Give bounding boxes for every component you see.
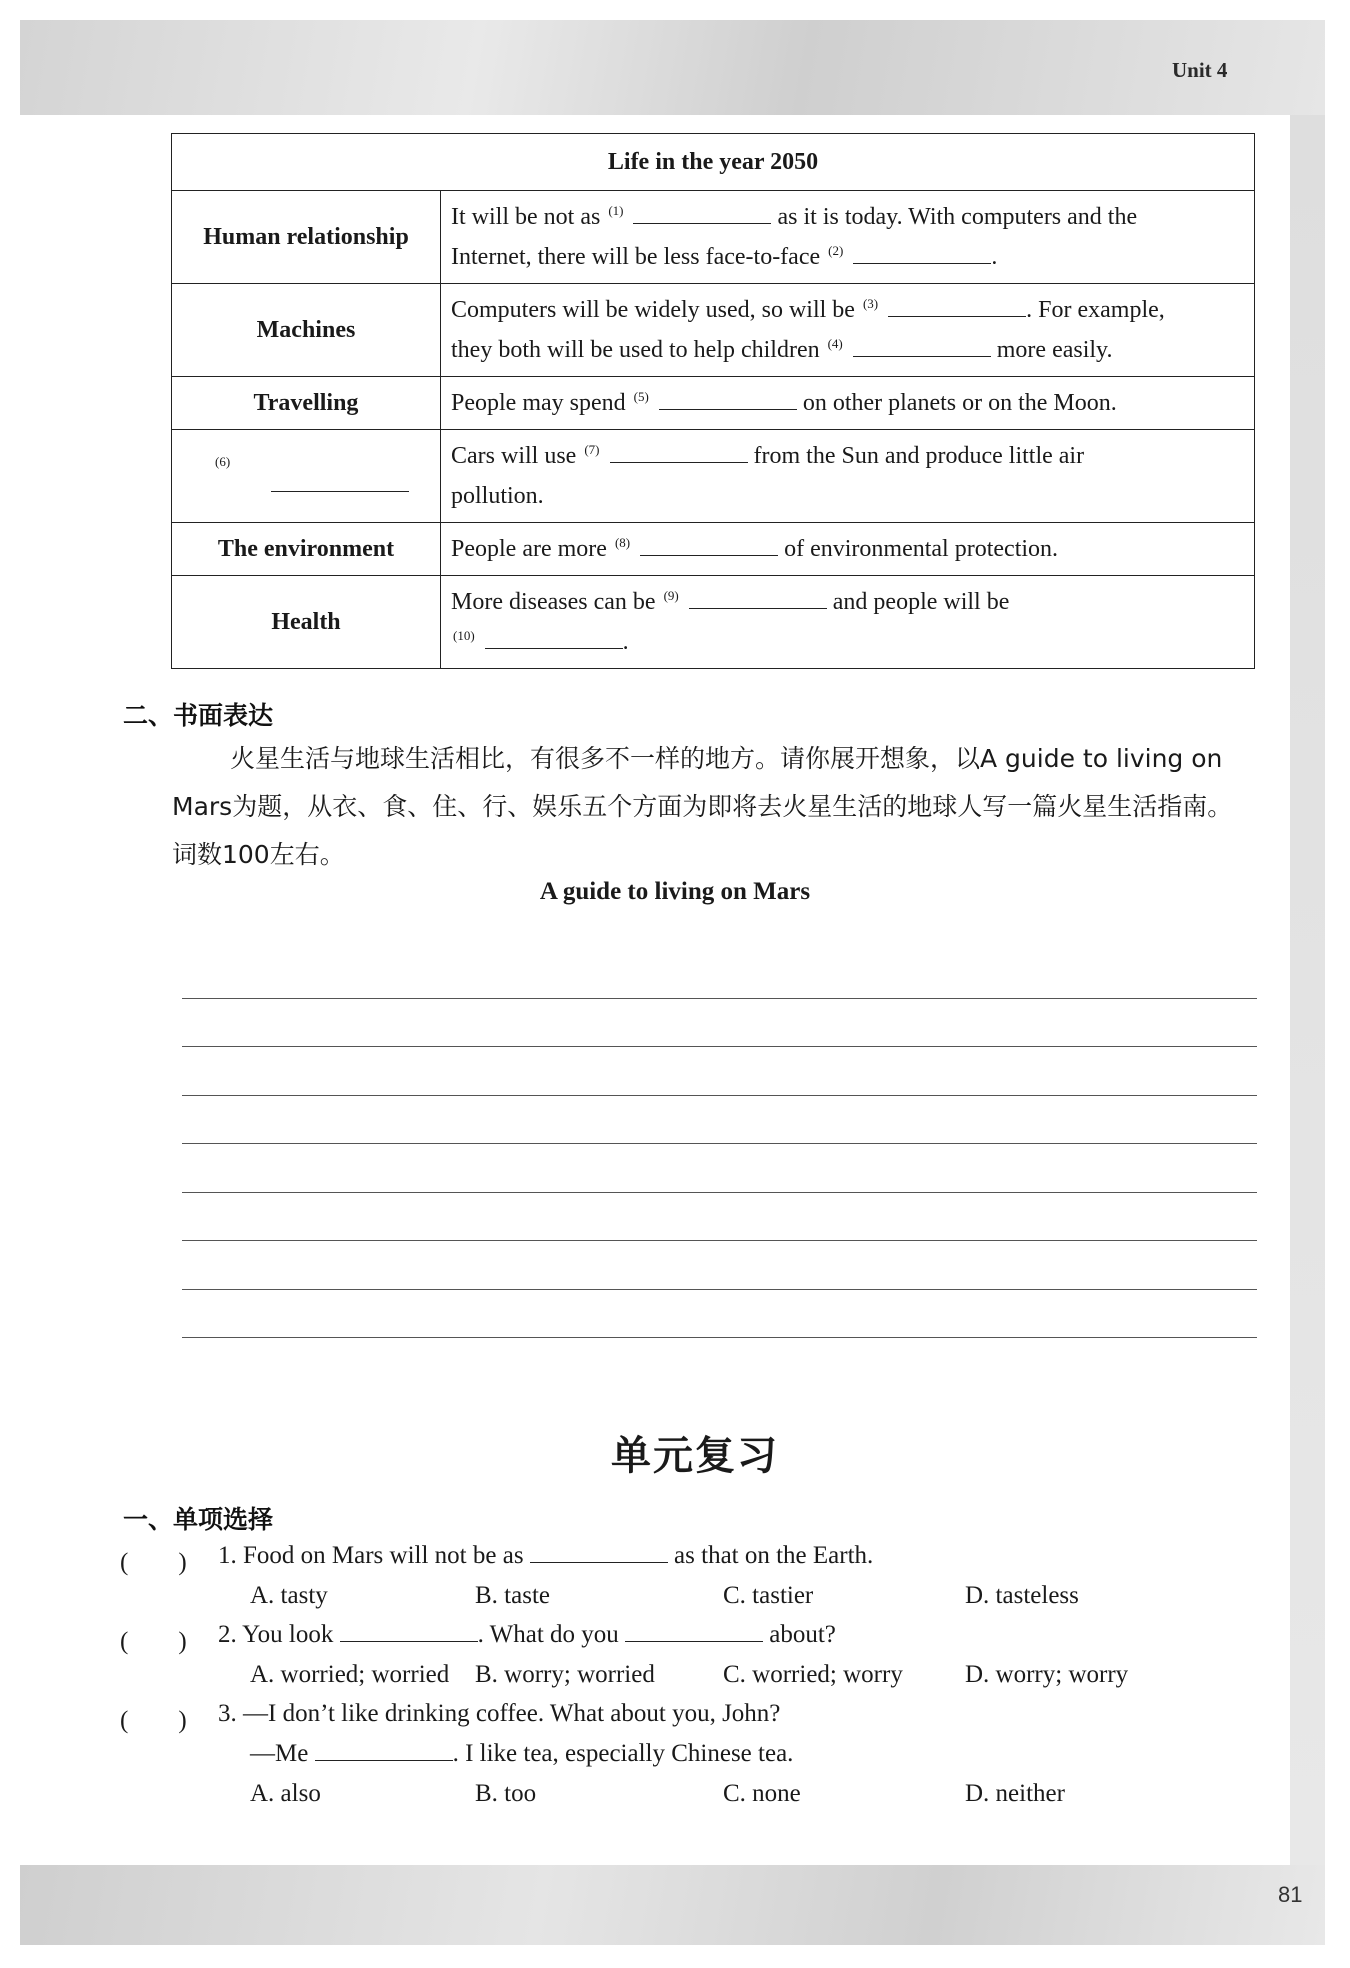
answer-blank[interactable] <box>485 628 623 649</box>
writing-line[interactable] <box>182 1241 1257 1290</box>
answer-blank[interactable] <box>625 1621 763 1642</box>
section-heading: 一、单项选择 <box>123 1505 274 1534</box>
answer-blank[interactable] <box>853 243 991 264</box>
answer-paren[interactable]: ( ) <box>120 1707 187 1734</box>
table-row <box>172 191 1255 284</box>
description-cell <box>441 430 1255 523</box>
option-a[interactable]: A. also <box>250 1780 321 1807</box>
description-text: pollution. <box>451 483 544 509</box>
writing-heading: 二、书面表达 <box>123 701 274 730</box>
option-b[interactable]: B. taste <box>475 1582 550 1609</box>
question-text: about? <box>769 1621 836 1648</box>
answer-blank[interactable] <box>271 489 409 492</box>
option-d[interactable]: D. worry; worry <box>965 1661 1129 1688</box>
header-band <box>20 20 1325 115</box>
blank-number: (7) <box>584 442 600 457</box>
review-title: 单元复习 <box>611 1433 779 1479</box>
topic-blank[interactable] <box>178 454 434 492</box>
question-text: —Me <box>250 1740 309 1767</box>
description-text: More diseases can be <box>451 589 656 615</box>
question-text: . What do you <box>477 1621 619 1648</box>
description-text: . <box>991 244 998 270</box>
option-d[interactable]: D. tasteless <box>965 1582 1079 1609</box>
description-text: Cars will use <box>451 443 577 469</box>
table-row <box>172 576 1255 669</box>
topic-cell: The environment <box>172 523 441 576</box>
page-number: 81 <box>1278 1882 1303 1907</box>
topic-cell: Health <box>172 576 441 669</box>
option-c[interactable]: C. tastier <box>723 1582 814 1609</box>
description-text: It will be not as <box>451 204 601 230</box>
topic-cell <box>172 430 441 523</box>
writing-prompt: 火星生活与地球生活相比，有很多不一样的地方。请你展开想象，以A guide to living on Mars为题，从衣、食、住、行、娱乐五个方面为即将去火星生活的地球人写一篇火星生活指南。词数100左右。 <box>172 744 1233 869</box>
footer-band <box>20 1865 1325 1945</box>
blank-number: (2) <box>828 243 844 258</box>
writing-area[interactable] <box>182 950 1257 1338</box>
description-cell <box>441 523 1255 576</box>
answer-paren[interactable]: ( ) <box>120 1628 187 1655</box>
question-2 <box>218 1621 836 1649</box>
answer-blank[interactable] <box>340 1621 478 1642</box>
answer-blank[interactable] <box>633 203 771 224</box>
unit-label: Unit 4 <box>1172 58 1228 82</box>
answer-blank[interactable] <box>640 535 778 556</box>
table-row <box>172 284 1255 377</box>
question-1 <box>218 1542 873 1570</box>
page-edge <box>1290 115 1325 1865</box>
description-text: People are more <box>451 536 607 562</box>
question-3-response <box>250 1740 793 1768</box>
question-text: 2. You look <box>218 1621 334 1648</box>
description-text: on other planets or on the Moon. <box>802 390 1117 416</box>
answer-blank[interactable] <box>689 588 827 609</box>
life-2050-table <box>171 133 1255 669</box>
essay-title: A guide to living on Mars <box>539 878 811 905</box>
answer-blank[interactable] <box>853 336 991 357</box>
option-b[interactable]: B. too <box>475 1780 537 1807</box>
blank-number: (8) <box>614 535 631 550</box>
table-row <box>172 430 1255 523</box>
description-cell <box>441 576 1255 669</box>
table-title: Life in the year 2050 <box>172 134 1255 191</box>
description-text: Computers will be widely used, so will be <box>451 297 855 323</box>
description-text: of environmental protection. <box>784 536 1059 562</box>
option-a[interactable]: A. worried; worried <box>250 1661 450 1688</box>
blank-number: (4) <box>827 336 843 351</box>
blank-number: (3) <box>862 296 879 311</box>
description-text: People may spend <box>451 390 626 416</box>
description-text: from the Sun and produce little air <box>753 443 1085 469</box>
question-3: 3. —I don’t like drinking coffee. What about you, John? <box>218 1700 781 1727</box>
writing-line[interactable] <box>182 950 1257 999</box>
description-cell <box>441 377 1255 430</box>
blank-number: (5) <box>633 389 649 404</box>
question-text: 1. Food on Mars will not be as <box>218 1542 524 1569</box>
option-c[interactable]: C. worried; worry <box>723 1661 903 1688</box>
answer-blank[interactable] <box>315 1740 453 1761</box>
blank-number: (1) <box>608 203 624 218</box>
description-text: and people will be <box>832 589 1010 615</box>
answer-blank[interactable] <box>888 296 1026 317</box>
option-b[interactable]: B. worry; worried <box>475 1661 655 1688</box>
blank-number: (9) <box>663 588 679 603</box>
answer-blank[interactable] <box>610 442 748 463</box>
option-d[interactable]: D. neither <box>965 1780 1065 1807</box>
description-text: as it is today. With computers and the <box>777 204 1138 230</box>
answer-paren[interactable]: ( ) <box>120 1549 187 1576</box>
answer-blank[interactable] <box>530 1542 668 1563</box>
blank-number: (10) <box>453 628 475 643</box>
topic-cell: Machines <box>172 284 441 377</box>
topic-cell: Human relationship <box>172 191 441 284</box>
description-text: Internet, there will be less face-to-face <box>451 244 821 270</box>
writing-line[interactable] <box>182 1047 1257 1096</box>
option-c[interactable]: C. none <box>723 1780 801 1807</box>
writing-line[interactable] <box>182 1193 1257 1242</box>
description-text: more easily. <box>996 337 1113 363</box>
description-text: . For example, <box>1026 297 1165 323</box>
table-row <box>172 377 1255 430</box>
topic-cell: Travelling <box>172 377 441 430</box>
writing-line[interactable] <box>182 1290 1257 1339</box>
description-text: . <box>622 629 629 655</box>
answer-blank[interactable] <box>659 389 797 410</box>
writing-line[interactable] <box>182 1144 1257 1193</box>
question-text: as that on the Earth. <box>674 1542 874 1569</box>
writing-line[interactable] <box>182 999 1257 1048</box>
question-text: . I like tea, especially Chinese tea. <box>452 1740 794 1767</box>
description-cell <box>441 191 1255 284</box>
description-text: they both will be used to help children <box>451 337 820 363</box>
writing-line[interactable] <box>182 1096 1257 1145</box>
description-cell <box>441 284 1255 377</box>
option-a[interactable]: A. tasty <box>250 1582 328 1609</box>
table-row <box>172 523 1255 576</box>
blank-number: (6) <box>215 454 231 469</box>
